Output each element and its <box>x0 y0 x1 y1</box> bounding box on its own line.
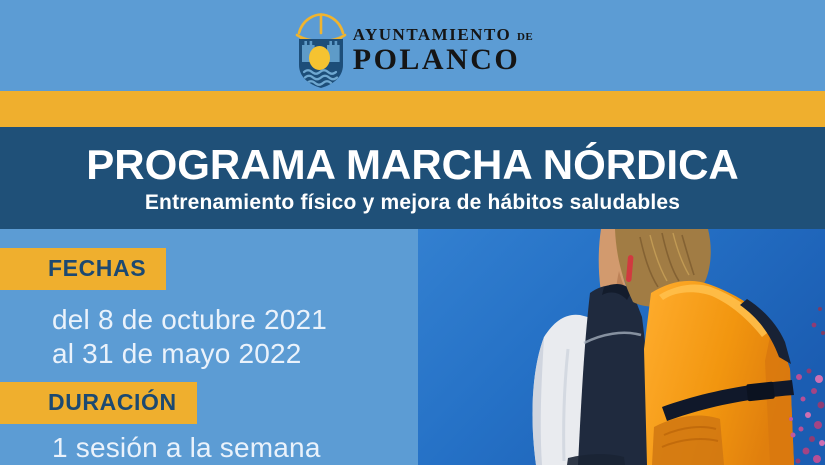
fechas-tag: FECHAS <box>0 248 166 290</box>
title-banner <box>0 127 825 229</box>
org-name-polanco: POLANCO <box>352 43 521 76</box>
polanco-logo <box>292 12 533 90</box>
org-name-top: AYUNTAMIENTO DE <box>352 25 534 44</box>
program-subtitle: Entrenamiento físico y mejora de hábitos saludables <box>144 190 681 214</box>
shield-icon <box>299 39 343 88</box>
header-band <box>0 0 825 91</box>
duracion-line-1: 1 sesión a la semana <box>52 432 321 463</box>
accent-stripe <box>0 91 825 127</box>
fechas-line-1: del 8 de octubre 2021 <box>52 304 328 335</box>
org-name <box>353 26 533 75</box>
program-title: PROGRAMA MARCHA NÓRDICA <box>86 141 739 189</box>
content-area <box>0 229 825 465</box>
fechas-line-2: al 31 de mayo 2022 <box>52 338 302 369</box>
info-column <box>0 229 418 465</box>
coat-of-arms-icon <box>292 12 350 90</box>
duracion-tag: DURACIÓN <box>0 382 197 424</box>
hiker-photo <box>418 229 825 465</box>
org-name-de: DE <box>516 31 534 43</box>
